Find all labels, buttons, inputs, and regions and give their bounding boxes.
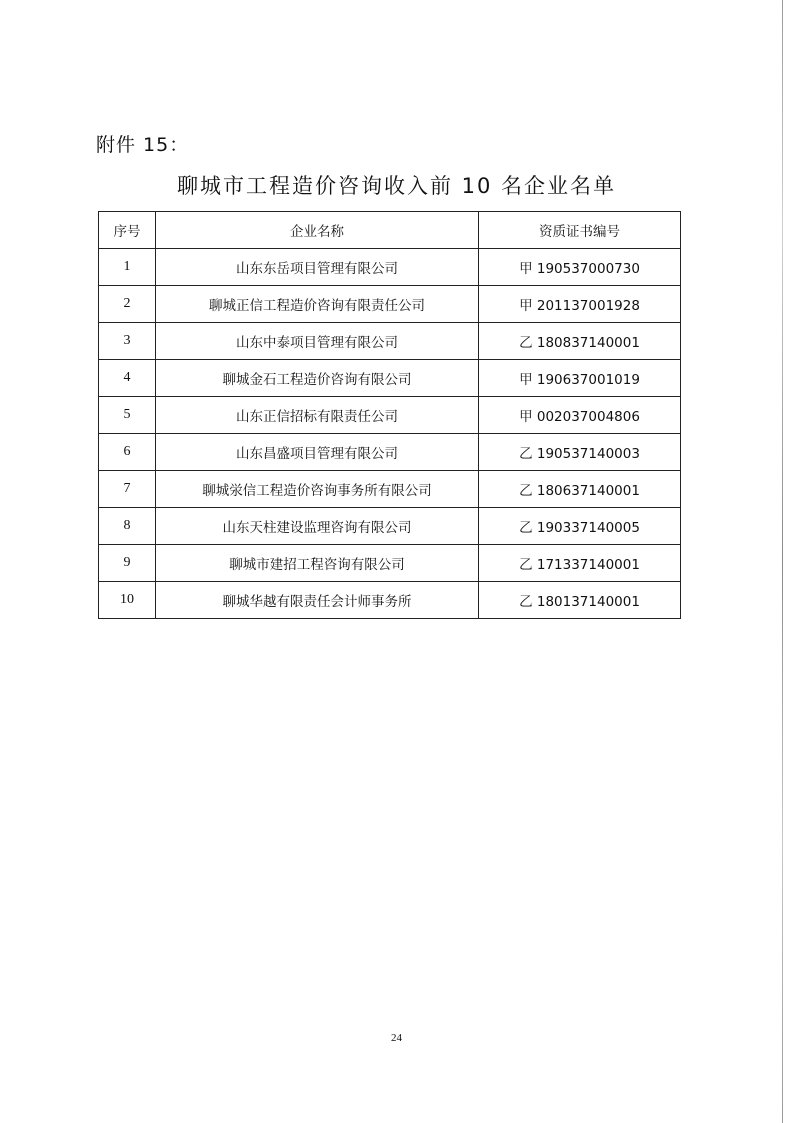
table-row xyxy=(99,360,681,397)
row-serial-number: 7 xyxy=(99,471,156,508)
table-row xyxy=(99,582,681,619)
row-serial-number: 3 xyxy=(99,323,156,360)
row-company-name: 聊城金石工程造价咨询有限公司 xyxy=(156,360,479,397)
scan-edge-line xyxy=(782,0,783,1123)
row-serial-number: 5 xyxy=(99,397,156,434)
attachment-label: 附件 15： xyxy=(96,134,190,156)
document-title: 聊城市工程造价咨询收入前 10 名企业名单 xyxy=(176,174,617,198)
row-serial-number: 6 xyxy=(99,434,156,471)
row-certificate-number: 甲 190537000730 xyxy=(479,249,681,286)
row-certificate-number: 乙 180837140001 xyxy=(479,323,681,360)
table-row xyxy=(99,397,681,434)
row-certificate-number: 乙 190337140005 xyxy=(479,508,681,545)
row-serial-number: 9 xyxy=(99,545,156,582)
row-company-name: 聊城正信工程造价咨询有限责任公司 xyxy=(156,286,479,323)
row-certificate-number: 甲 190637001019 xyxy=(479,360,681,397)
row-serial-number: 1 xyxy=(99,249,156,286)
row-certificate-number: 乙 180637140001 xyxy=(479,471,681,508)
header-company-name: 企业名称 xyxy=(156,212,479,249)
row-certificate-number: 甲 002037004806 xyxy=(479,397,681,434)
table-row xyxy=(99,508,681,545)
row-company-name: 山东天柱建设监理咨询有限公司 xyxy=(156,508,479,545)
row-certificate-number: 乙 171337140001 xyxy=(479,545,681,582)
row-certificate-number: 乙 190537140003 xyxy=(479,434,681,471)
row-company-name: 山东昌盛项目管理有限公司 xyxy=(156,434,479,471)
row-company-name: 山东东岳项目管理有限公司 xyxy=(156,249,479,286)
row-serial-number: 8 xyxy=(99,508,156,545)
row-company-name: 聊城泶信工程造价咨询事务所有限公司 xyxy=(156,471,479,508)
row-serial-number: 2 xyxy=(99,286,156,323)
table-row xyxy=(99,249,681,286)
company-table xyxy=(98,211,681,619)
table-row xyxy=(99,471,681,508)
row-serial-number: 10 xyxy=(99,582,156,619)
table-row xyxy=(99,286,681,323)
row-certificate-number: 甲 201137001928 xyxy=(479,286,681,323)
page-number: 24 xyxy=(391,1032,402,1044)
table-row xyxy=(99,434,681,471)
row-company-name: 山东正信招标有限责任公司 xyxy=(156,397,479,434)
row-company-name: 聊城市建招工程咨询有限公司 xyxy=(156,545,479,582)
table-row xyxy=(99,323,681,360)
header-certificate-number: 资质证书编号 xyxy=(479,212,681,249)
row-serial-number: 4 xyxy=(99,360,156,397)
header-serial-number: 序号 xyxy=(99,212,156,249)
row-company-name: 山东中泰项目管理有限公司 xyxy=(156,323,479,360)
row-certificate-number: 乙 180137140001 xyxy=(479,582,681,619)
table-row xyxy=(99,545,681,582)
row-company-name: 聊城华越有限责任会计师事务所 xyxy=(156,582,479,619)
table-header-row xyxy=(99,212,681,249)
